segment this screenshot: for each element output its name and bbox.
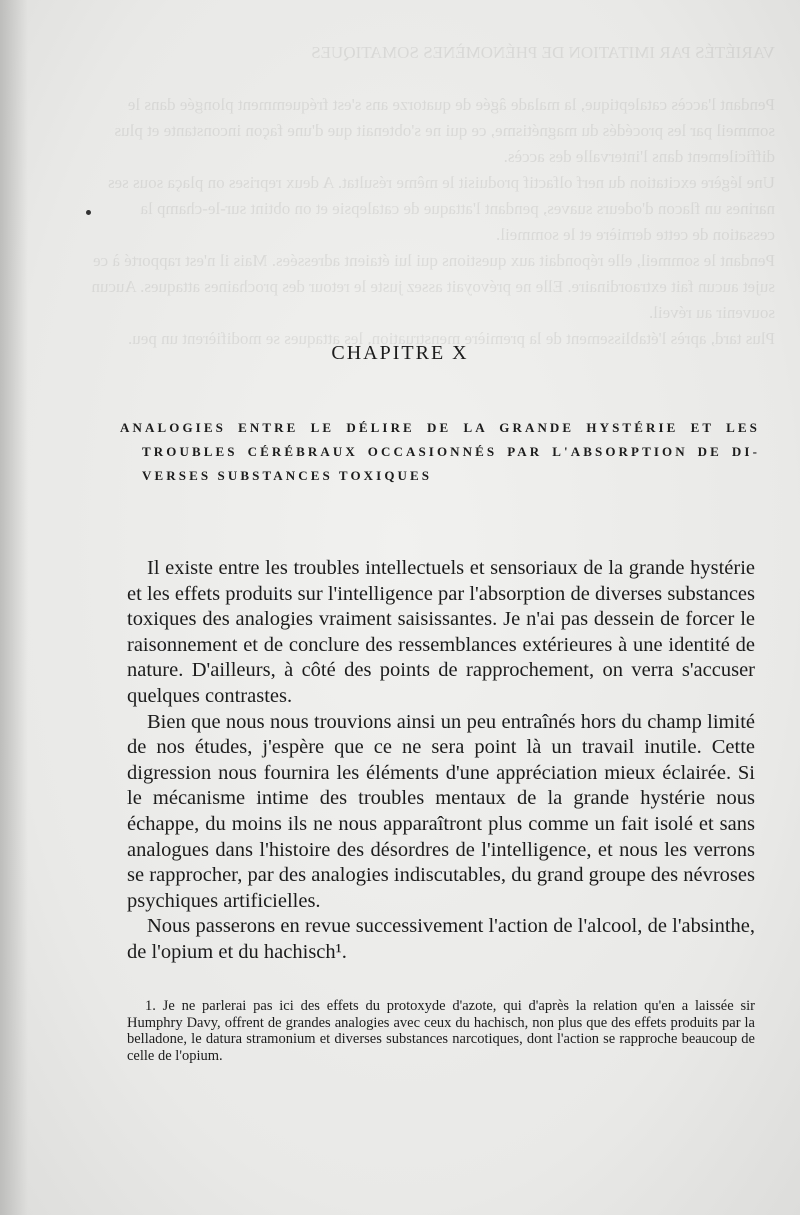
body-text	[127, 556, 755, 966]
chapter-subtitle-line: TROUBLES CÉRÉBRAUX OCCASIONNÉS PAR L'ABSORPTION DE DI-	[142, 444, 760, 459]
speck-mark	[86, 210, 91, 215]
chapter-subtitle-line: ANALOGIES ENTRE LE DÉLIRE DE LA GRANDE HYSTÉRIE ET LES	[120, 420, 760, 435]
body-paragraph: Bien que nous nous trouvions ainsi un peu entraînés hors du champ limité de nos études, j'espère que ce ne sera point là un travail inutile. Cette digression nous fournira les éléments d'une appréciation mieux éclairée. Si le mécanisme intime des troubles mentaux de la grande hystérie nous échappe, du moins ils ne nous apparaîtront plus comme un fait isolé et sans analogues dans l'histoire des désordres de l'intelligence, et nous les verrons se rapprocher, par des analogies indiscutables, du grand groupe des névroses psychiques artificielles.	[127, 710, 755, 912]
body-paragraph: Il existe entre les troubles intellectuels et sensoriaux de la grande hystérie et les effets produits sur l'intelligence par l'absorption de diverses substances toxiques des analogies vraiment saisissantes. Je n'ai pas dessein de forcer le raisonnement et de conclure des ressemblances extérieures à une identité de nature. D'ailleurs, à côté des points de rapprochement, on verra s'accuser quelques contrastes.	[127, 557, 755, 707]
page-fold-shadow	[0, 0, 28, 1215]
chapter-subtitle	[120, 416, 760, 488]
chapter-heading: CHAPITRE X	[331, 342, 469, 364]
chapter-subtitle-line: VERSES SUBSTANCES TOXIQUES	[142, 468, 433, 483]
show-through-text: VARIÉTÉS PAR IMITATION DE PHÉNOMÈNES SOMATIQUES Pendant l'accès cataleptique, la malade âgée de quatorze ans s'est fréquemment plongée dans le sommeil par les procédés du magnétisme, ce qui ne s'obtenait que d'une façon inconstante et plus difficilement dans l'intervalle des accès. Une légère excitation du nerf olfactif produisit le même résultat. A deux reprises on plaça sous ses narines un flacon d'odeurs suaves, pendant l'attaque de catalepsie et on obtint sur-le-champ la cessation de cette dernière et le sommeil. Pendant le sommeil, elle répondait aux questions qui lui étaient adressées. Mais il n'est rapporté à ce sujet aucun fait extraordinaire. Elle ne prévoyait assez juste le retour des prochaines attaques. Aucun souvenir au réveil. Plus tard, après l'établissement de la première menstruation, les attaques se modifièrent un peu.	[91, 43, 775, 348]
footnote	[127, 998, 755, 1064]
body-paragraph: Nous passerons en revue successivement l'action de l'alcool, de l'absinthe, de l'opium et du hachisch¹.	[127, 915, 755, 963]
footnote-text: 1. Je ne parlerai pas ici des effets du protoxyde d'azote, qui d'après la relation qu'en a laissée sir Humphry Davy, offrent de grandes analogies avec ceux du hachisch, non plus que des effets produits par la belladone, le datura stramonium et diverses substances narcotiques, dont l'action se rapproche beaucoup de celle de l'opium.	[127, 998, 755, 1064]
